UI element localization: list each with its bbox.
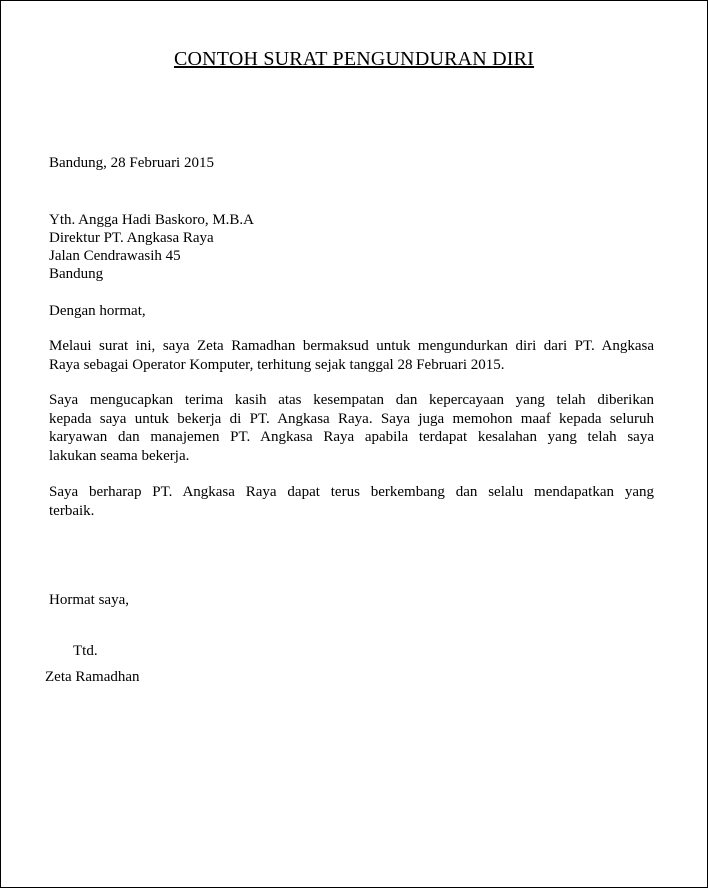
paragraph-2-line-4: lakukan seama bekerja. <box>49 447 190 464</box>
recipient-name: Yth. Angga Hadi Baskoro, M.B.A <box>49 212 254 228</box>
date-place: Bandung, 28 Februari 2015 <box>49 155 214 171</box>
letter-title: CONTOH SURAT PENGUNDURAN DIRI <box>173 48 535 70</box>
paragraph-2 <box>49 391 654 465</box>
paragraph-3-line-1: Saya berharap PT. Angkasa Raya dapat terus berkembang dan selalu mendapatkan yang <box>49 484 654 500</box>
paragraph-2-line-1: Saya mengucapkan terima kasih atas kesempatan dan kepercayaan yang telah diberikan <box>49 392 654 408</box>
paragraph-1-line-2: Raya sebagai Operator Komputer, terhitung sejak tanggal 28 Februari 2015. <box>49 356 505 373</box>
signature-mark: Ttd. <box>73 643 98 659</box>
paragraph-1-line-1: Melaui surat ini, saya Zeta Ramadhan bermaksud untuk mengundurkan diri dari PT. Angkasa <box>49 338 654 354</box>
paragraph-2-line-2: kepada saya untuk bekerja di PT. Angkasa Raya. Saya juga memohon maaf kepada seluruh <box>49 410 654 427</box>
paragraph-2-line-3: karyawan dan manajemen PT. Angkasa Raya apabila terdapat kesalahan yang telah saya <box>49 429 654 445</box>
closing: Hormat saya, <box>49 592 129 608</box>
signer-name: Zeta Ramadhan <box>45 669 140 685</box>
recipient-city: Bandung <box>49 266 104 282</box>
paragraph-3-line-2: terbaik. <box>49 502 95 519</box>
recipient-title: Direktur PT. Angkasa Raya <box>49 230 214 246</box>
greeting: Dengan hormat, <box>49 303 146 319</box>
paragraph-3 <box>49 483 654 520</box>
paragraph-1 <box>49 337 654 374</box>
recipient-street: Jalan Cendrawasih 45 <box>49 248 181 264</box>
